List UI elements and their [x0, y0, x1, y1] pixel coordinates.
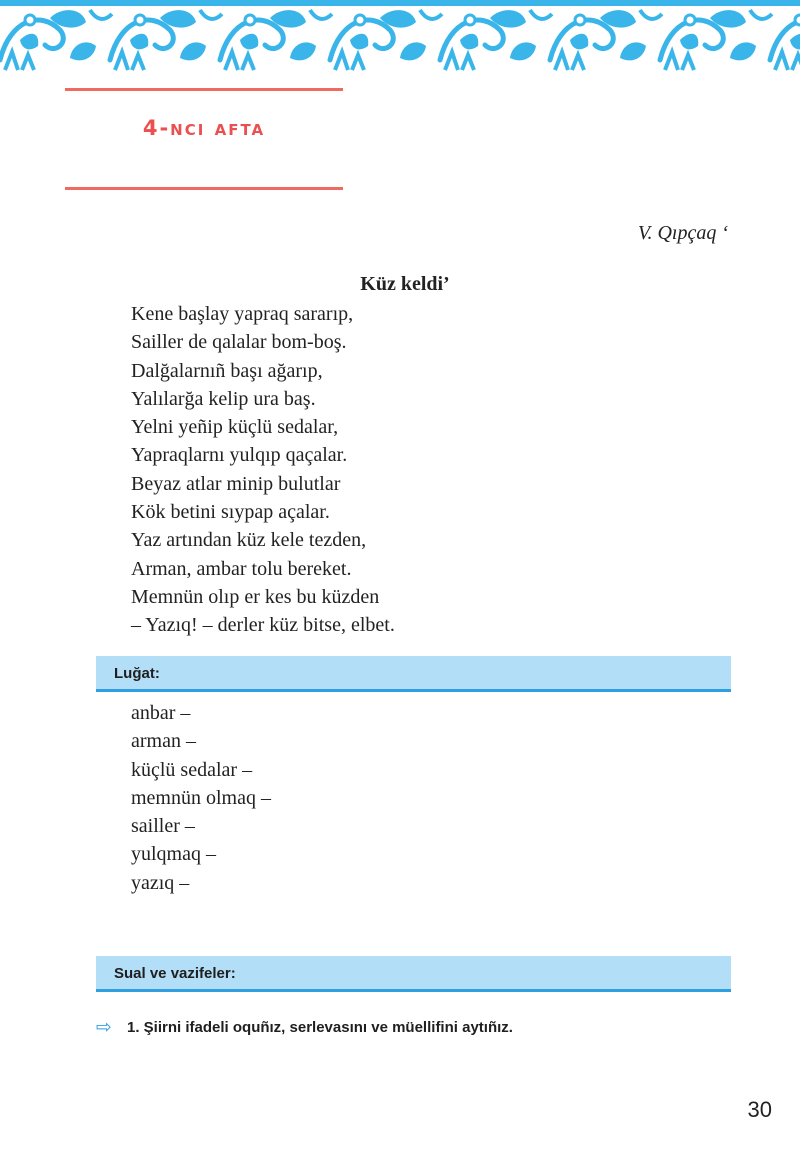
- poem-line: Yelni yeñip küçlü sedalar,: [131, 416, 339, 439]
- week-header: [65, 88, 343, 192]
- glossary-term: anbar –: [131, 702, 191, 724]
- task-text: 1. Şiirni ifadeli oquñız, serlevasını ve müellifini aytıñız.: [127, 1019, 513, 1036]
- glossary-heading: Luğat:: [114, 665, 160, 682]
- glossary-term: yazıq –: [131, 871, 190, 894]
- header-rule-bottom: [65, 187, 343, 190]
- floral-ornament-border: [0, 0, 800, 72]
- poem-author: V. Qıpçaq ‘: [637, 222, 728, 244]
- poem-line: Memnün olıp er kes bu küzden: [131, 585, 380, 608]
- glossary-term: memnün olmaq –: [131, 786, 271, 809]
- poem-line: Dalğalarnıñ başı ağarıp,: [131, 359, 323, 382]
- header-rule-top: [65, 88, 343, 91]
- page-number: 30: [747, 1097, 772, 1122]
- poem-line: Sailler de qalalar bom-boş.: [131, 331, 347, 354]
- poem-line: Yalılarğa kelip ura baş.: [131, 387, 316, 410]
- poem-line: Yaz artından küz kele tezden,: [131, 529, 367, 552]
- poem-body: [131, 300, 395, 640]
- poem-line: Yapraqlarnı yulqıp qaçalar.: [131, 444, 348, 467]
- poem-line: – Yazıq! – derler küz bitse, elbet.: [131, 614, 395, 637]
- glossary-list: [131, 699, 271, 897]
- poem-line: Beyaz atlar minip bulutlar: [131, 472, 341, 495]
- glossary-section-bar: [96, 656, 731, 692]
- glossary-term: yulqmaq –: [131, 843, 216, 866]
- glossary-term: arman –: [131, 730, 196, 753]
- glossary-term: sailler –: [131, 815, 195, 838]
- poem-title: Küz keldi’: [360, 273, 450, 295]
- poem-line: Arman, ambar tolu bereket.: [131, 557, 352, 580]
- tasks-heading: Sual ve vazifeler:: [114, 965, 236, 982]
- glossary-term: küçlü sedalar –: [131, 758, 253, 781]
- poem-line: Kök betini sıypap açalar.: [131, 501, 330, 524]
- arrow-right-icon: ⇨: [96, 1016, 112, 1038]
- poem-line: Kene başlay yapraq sararıp,: [131, 303, 354, 325]
- tasks-section-bar: [96, 956, 731, 992]
- week-title: 4-ncı afta: [142, 116, 266, 140]
